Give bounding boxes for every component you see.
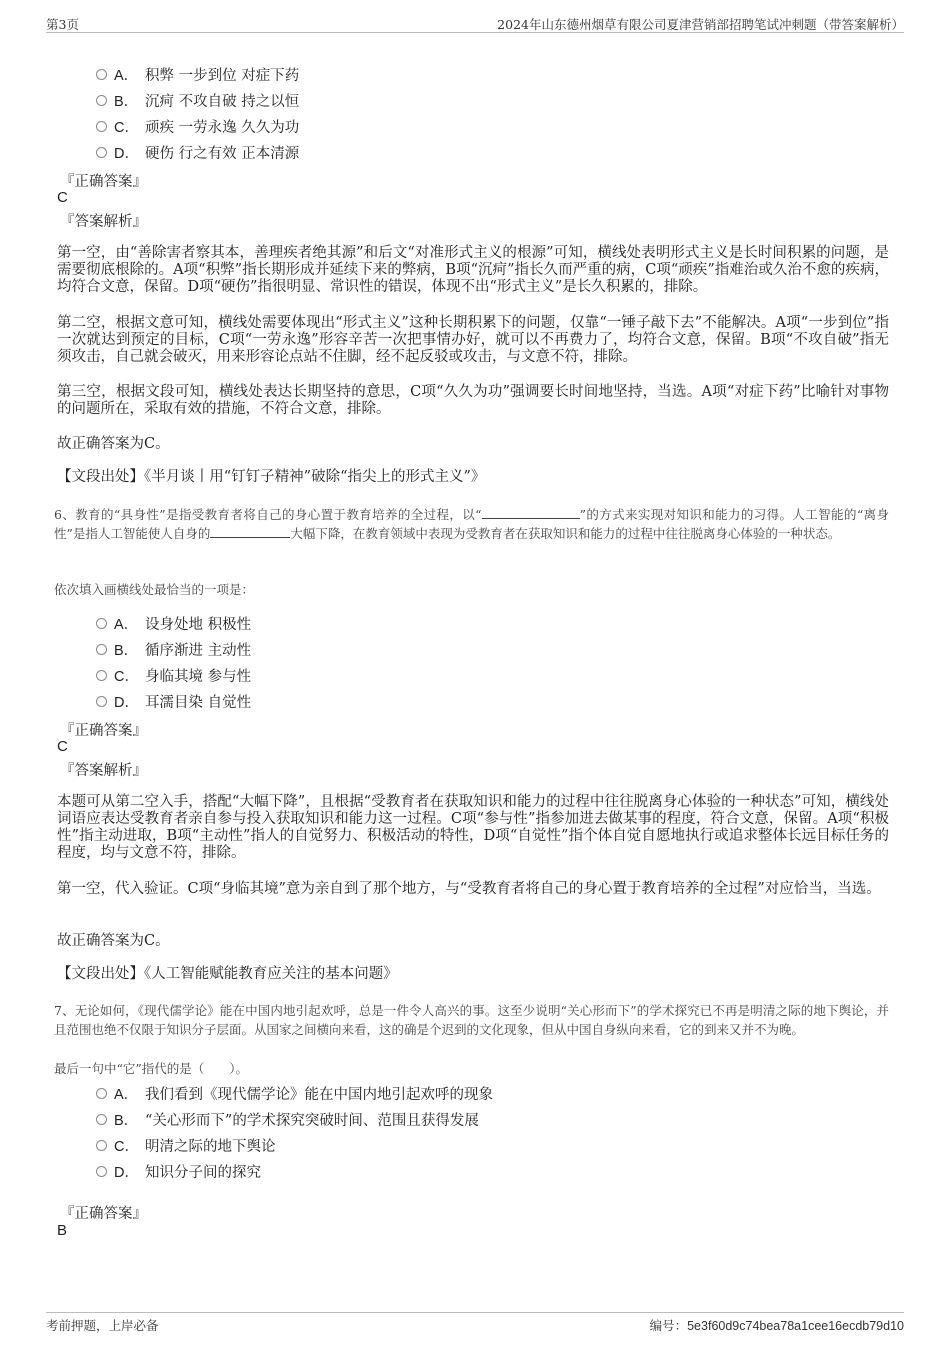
correct-answer: C [57,738,68,755]
passage-source: 【文段出处】《人工智能赋能教育应关注的基本问题》 [57,966,398,982]
analysis-paragraph: 第二空，根据文意可知，横线处需要体现出“形式主义”这种长期积累下的问题，仅靠“一锤子敲下去”不能解决。A项“一步到位”指一次就达到预定的目标，C项“一劳永逸”形容辛苦一次把事情办好，就可以不再费力了，均符合文意，保留。B项“不攻自破”指无须攻击，自己就会破灭，用来形容论点站不住脚，经不起反驳或攻击，与文意不符，排除。 [57,315,889,365]
fill-blank [482,507,580,519]
radio-icon[interactable] [96,1114,107,1125]
analysis-paragraph: 本题可从第二空入手，搭配“大幅下降”，且根据“受教育者在获取知识和能力的过程中往往脱离身心体验的一种状态”可知，横线处词语应表达受教育者亲自参与投入获取知识和能力这一过程。C项“参与性”指参加进去做某事的程度，符合文意，保留。A项“积极性”指主动进取，B项“主动性”指人的自觉努力、积极活动的特性，D项“自觉性”指个体自觉自愿地执行或追求整体长远目标任务的程度，均与文意不符，排除。 [57,794,889,861]
radio-icon[interactable] [96,95,107,106]
radio-icon[interactable] [96,147,107,158]
document-title: 2024年山东德州烟草有限公司夏津营销部招聘笔试冲刺题（带答案解析） [497,17,904,32]
analysis-paragraph: 第一空，代入验证。C项“身临其境”意为亲自到了那个地方，与“受教育者将自己的身心置于教育培养的全过程”对应恰当，当选。 [57,881,881,897]
analysis-paragraph: 第三空，根据文段可知，横线处表达长期坚持的意思，C项“久久为功”强调要长时间地坚持，当选。A项“对症下药”比喻针对事物的问题所在，采取有效的措施，不符合文意，排除。 [57,384,889,417]
option-letter: C． [114,1139,139,1155]
document-code [650,1316,904,1334]
code-label: 编号： [649,1318,688,1333]
option-letter: D． [114,1165,139,1181]
option-text: 积弊 一步到位 对症下药 [145,68,300,84]
option-letter: A． [114,617,139,633]
analysis-conclusion: 故正确答案为C。 [57,436,170,452]
code-value: 5e3f60d9c74bea78a1cee16ecdb79d10 [687,1319,904,1333]
footer-motto: 考前押题，上岸必备 [46,1318,159,1333]
analysis-label: 『答案解析』 [60,214,147,230]
fill-blank [210,526,290,538]
page-number: 第3页 [46,17,79,32]
page-header [46,13,904,33]
page-footer [46,1312,904,1334]
option-letter: A． [114,1087,139,1103]
option-letter: C． [114,669,139,685]
radio-icon[interactable] [96,644,107,655]
correct-answer: C [57,189,68,206]
option-text: 顽疾 一劳永逸 久久为功 [145,120,300,136]
option-letter: B． [114,1113,139,1129]
radio-icon[interactable] [96,670,107,681]
stem-text: 大幅下降，在教育领域中表现为受教育者在获取知识和能力的过程中往往脱离身心体验的一种状态。 [290,526,841,541]
radio-icon[interactable] [96,1166,107,1177]
q7-stem: 7、无论如何，《现代儒学论》能在中国内地引起欢呼，总是一件令人高兴的事。这至少说明“关心形而下”的学术探究已不再是明清之际的地下舆论，并且范围也绝不仅限于知识分子层面。从国家之间横向来看，这的确是个迟到的文化现象，但从中国自身纵向来看，它的到来又并不为晚。 [54,1003,889,1037]
q7-prompt: 最后一句中“它”指代的是（ ）。 [54,1061,249,1076]
radio-icon[interactable] [96,69,107,80]
option-text: 硬伤 行之有效 正本清源 [145,146,300,162]
radio-icon[interactable] [96,121,107,132]
option-text: 身临其境 参与性 [145,669,252,685]
option-text: 明清之际的地下舆论 [145,1139,276,1155]
radio-icon[interactable] [96,696,107,707]
q6-stem [54,505,889,543]
analysis-label: 『答案解析』 [60,763,147,779]
option-text: 我们看到《现代儒学论》能在中国内地引起欢呼的现象 [145,1087,493,1103]
option-letter: B． [114,94,139,110]
option-text: 设身处地 积极性 [145,617,252,633]
option-letter: D． [114,146,139,162]
correct-answer-label: 『正确答案』 [60,723,147,739]
option-letter: D． [114,695,139,711]
radio-icon[interactable] [96,1088,107,1099]
option-text: 知识分子间的探究 [145,1165,261,1181]
option-letter: A． [114,68,139,84]
radio-icon[interactable] [96,618,107,629]
radio-icon[interactable] [96,1140,107,1151]
option-letter: C． [114,120,139,136]
passage-source: 【文段出处】《半月谈丨用“钉钉子精神”破除“指尖上的形式主义”》 [57,469,486,485]
analysis-paragraph: 第一空，由“善除害者察其本，善理疾者绝其源”和后文“对准形式主义的根源”可知，横线处表明形式主义是长时间积累的问题，是需要彻底根除的。A项“积弊”指长期形成并延续下来的弊病，B项“沉疴”指长久而严重的病，C项“顽疾”指难治或久治不愈的疾病，均符合文意，保留。D项“硬伤”指很明显、常识性的错误，体现不出“形式主义”是长久积累的，排除。 [57,245,889,295]
correct-answer: B [57,1222,68,1239]
option-letter: B． [114,643,139,659]
analysis-conclusion: 故正确答案为C。 [57,933,170,949]
q6-prompt: 依次填入画横线处最恰当的一项是： [54,582,255,597]
option-text: 沉疴 不攻自破 持之以恒 [145,94,300,110]
correct-answer-label: 『正确答案』 [60,174,147,190]
option-text: “关心形而下”的学术探究突破时间、范围且获得发展 [145,1113,479,1129]
stem-text: 6、教育的“具身性”是指受教育者将自己的身心置于教育培养的全过程，以“ [54,507,482,522]
option-text: 耳濡目染 自觉性 [145,695,252,711]
stem-text: ”的方式来实现对知识和能力的习得。人工智能的“离身性”是指人工智能使人自身的 [54,507,889,541]
correct-answer-label: 『正确答案』 [60,1206,147,1222]
option-text: 循序渐进 主动性 [145,643,252,659]
